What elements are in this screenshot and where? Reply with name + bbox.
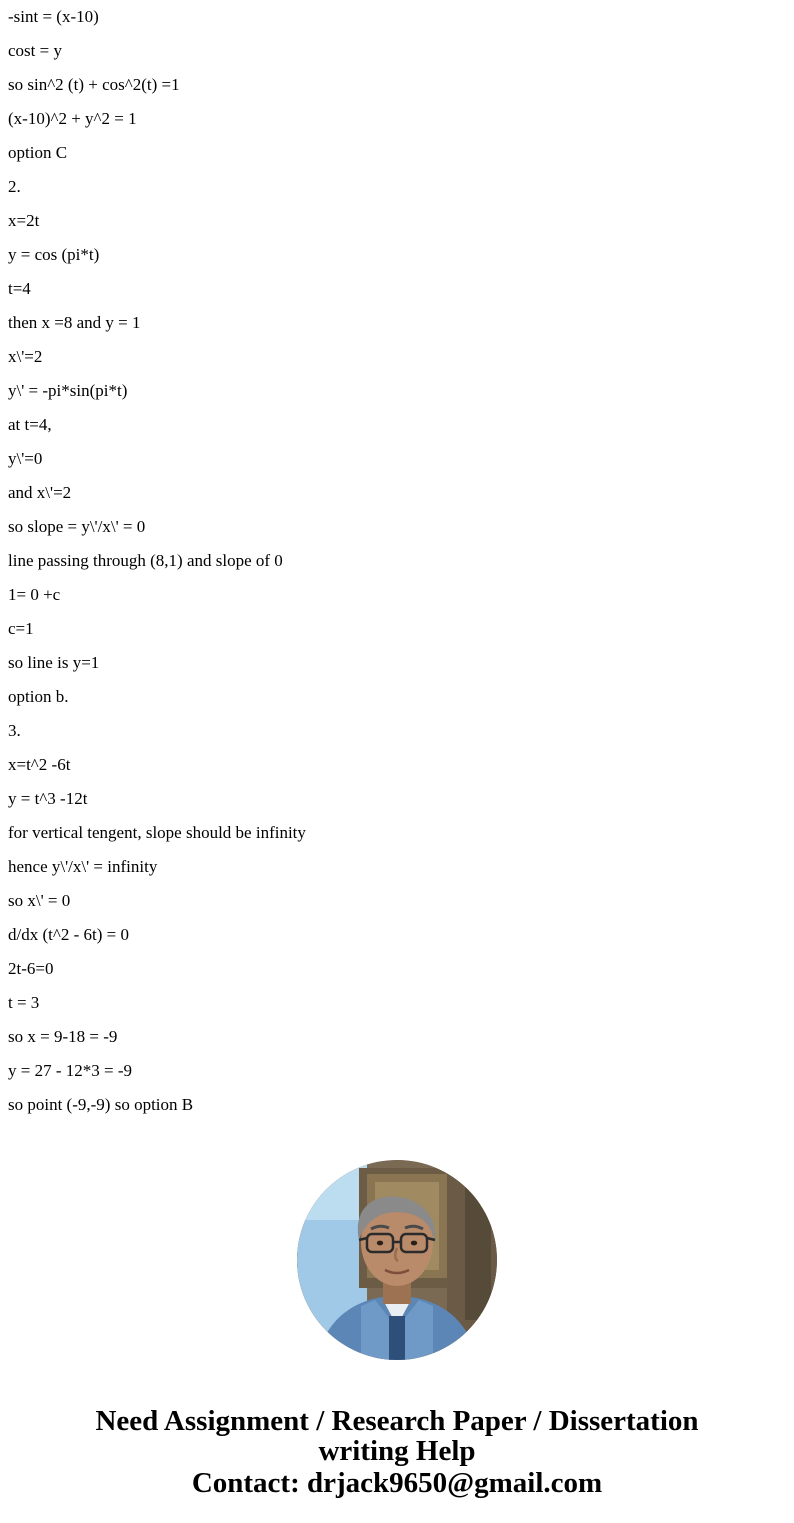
solution-line: y\' = -pi*sin(pi*t) [8,381,128,400]
solution-line: t = 3 [8,993,40,1012]
solution-line: c=1 [8,619,34,638]
solution-line: x\'=2 [8,347,43,366]
solution-line: x=t^2 -6t [8,755,71,774]
solution-line: 1= 0 +c [8,585,61,604]
solution-line: option b. [8,687,69,706]
footer-contact-line: Contact: drjack9650@gmail.com [191,1467,603,1499]
solution-line: for vertical tengent, slope should be infinity [8,823,306,842]
solution-line: y\'=0 [8,449,43,468]
solution-line: so x\' = 0 [8,891,71,910]
solution-line: then x =8 and y = 1 [8,313,141,332]
solution-line: d/dx (t^2 - 6t) = 0 [8,925,129,944]
solution-line: -sint = (x-10) [8,7,99,26]
solution-line: x=2t [8,211,40,230]
solution-line: so line is y=1 [8,653,100,672]
solution-line: 2t-6=0 [8,959,54,978]
avatar [297,1160,497,1360]
solution-line: y = t^3 -12t [8,789,88,808]
solution-line: so point (-9,-9) so option B [8,1095,194,1114]
footer-advertisement [0,1406,794,1498]
solution-line: so slope = y\'/x\' = 0 [8,517,146,536]
solution-line: and x\'=2 [8,483,72,502]
solution-line: line passing through (8,1) and slope of 0 [8,551,283,570]
solution-line: y = 27 - 12*3 = -9 [8,1061,132,1080]
solution-line: y = cos (pi*t) [8,245,100,264]
solution-line: so sin^2 (t) + cos^2(t) =1 [8,75,180,94]
portrait-illustration [297,1160,497,1360]
solution-line: hence y\'/x\' = infinity [8,857,158,876]
solution-line: 2. [8,177,21,196]
solution-line: option C [8,143,68,162]
avatar-container [0,1160,794,1360]
solution-line: so x = 9-18 = -9 [8,1027,118,1046]
solution-line: cost = y [8,41,62,60]
solution-line: at t=4, [8,415,52,434]
footer-line-1: Need Assignment / Research Paper / Dissertation [95,1405,699,1437]
solution-line: (x-10)^2 + y^2 = 1 [8,109,137,128]
footer-line-2: writing Help [318,1435,476,1467]
solution-line: t=4 [8,279,31,298]
solution-line: 3. [8,721,21,740]
